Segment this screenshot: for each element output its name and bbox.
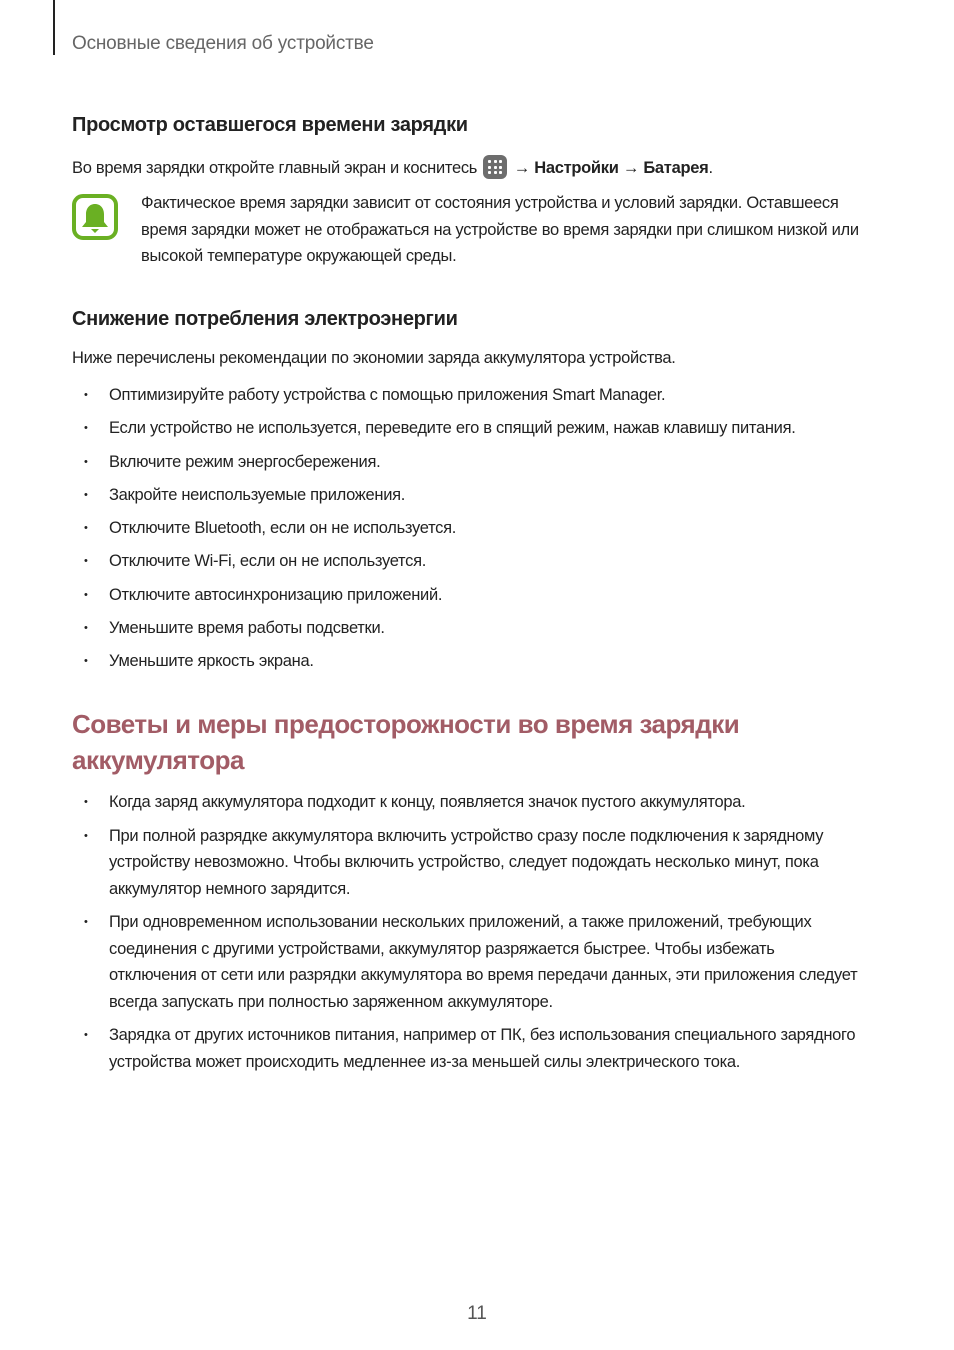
power-saving-intro: Ниже перечислены рекомендации по экономии заряда аккумулятора устройства.: [72, 349, 676, 367]
arrow: →: [513, 159, 530, 177]
list-item: • Если устройство не используется, переведите его в спящий режим, нажав клавишу питания.: [72, 418, 872, 451]
arrow: →: [622, 159, 640, 177]
charging-tips-heading: Советы и меры предосторожности во время зарядки аккумулятора: [72, 709, 740, 775]
remaining-time-instruction: [72, 155, 713, 179]
list-item: • Закройте неиспользуемые приложения.: [72, 485, 872, 518]
settings-path: Настройки: [534, 159, 619, 177]
bell-notification-icon: [72, 194, 118, 240]
power-saving-heading: Снижение потребления электроэнергии: [72, 308, 458, 330]
list-item: • При одновременном использовании нескольких приложений, а также приложений, требующих соединения с другими устройствами, аккумулятор разряжается быстрее. Чтобы избежать отключения от сети или разрядки аккумулятора во время передачи данных, эти приложения следует всегда запускать при полностью заряженном аккумуляторе.: [72, 909, 862, 1015]
list-item: • Уменьшите яркость экрана.: [72, 651, 872, 684]
list-item: • Отключите Bluetooth, если он не используется.: [72, 518, 872, 551]
power-saving-list: [72, 385, 872, 685]
list-item: • Уменьшите время работы подсветки.: [72, 618, 872, 651]
list-item: • Зарядка от других источников питания, например от ПК, без использования специального зарядного устройства может происходить медленнее из-за меньшей силы электрического тока.: [72, 1022, 862, 1075]
instruction-text: Во время зарядки откройте главный экран и коснитесь: [72, 159, 478, 177]
charging-tips-list: [72, 789, 862, 1082]
apps-icon: [483, 155, 507, 179]
period: .: [708, 159, 713, 177]
list-item: • Отключите автосинхронизацию приложений.: [72, 585, 872, 618]
list-item: • Отключите Wi-Fi, если он не используется.: [72, 551, 872, 584]
list-item: • Когда заряд аккумулятора подходит к концу, появляется значок пустого аккумулятора.: [72, 789, 862, 816]
list-item: • При полной разрядке аккумулятора включить устройство сразу после подключения к зарядному устройству невозможно. Чтобы включить устройство, следует подождать несколько минут, пока аккумулятор немного зарядится.: [72, 823, 862, 903]
note-text: Фактическое время зарядки зависит от состояния устройства и условий зарядки. Оставшееся время зарядки может не отображаться на устройстве во время зарядки при слишком низкой или высокой температуре окружающей среды.: [141, 194, 859, 265]
header-rule: [53, 0, 55, 55]
list-item: • Оптимизируйте работу устройства с помощью приложения Smart Manager.: [72, 385, 872, 418]
page-number: 11: [467, 1303, 487, 1324]
remaining-time-heading: Просмотр оставшегося времени зарядки: [72, 114, 468, 136]
list-item: • Включите режим энергосбережения.: [72, 452, 872, 485]
battery-path: Батарея: [643, 159, 709, 177]
section-header: Основные сведения об устройстве: [72, 33, 374, 54]
